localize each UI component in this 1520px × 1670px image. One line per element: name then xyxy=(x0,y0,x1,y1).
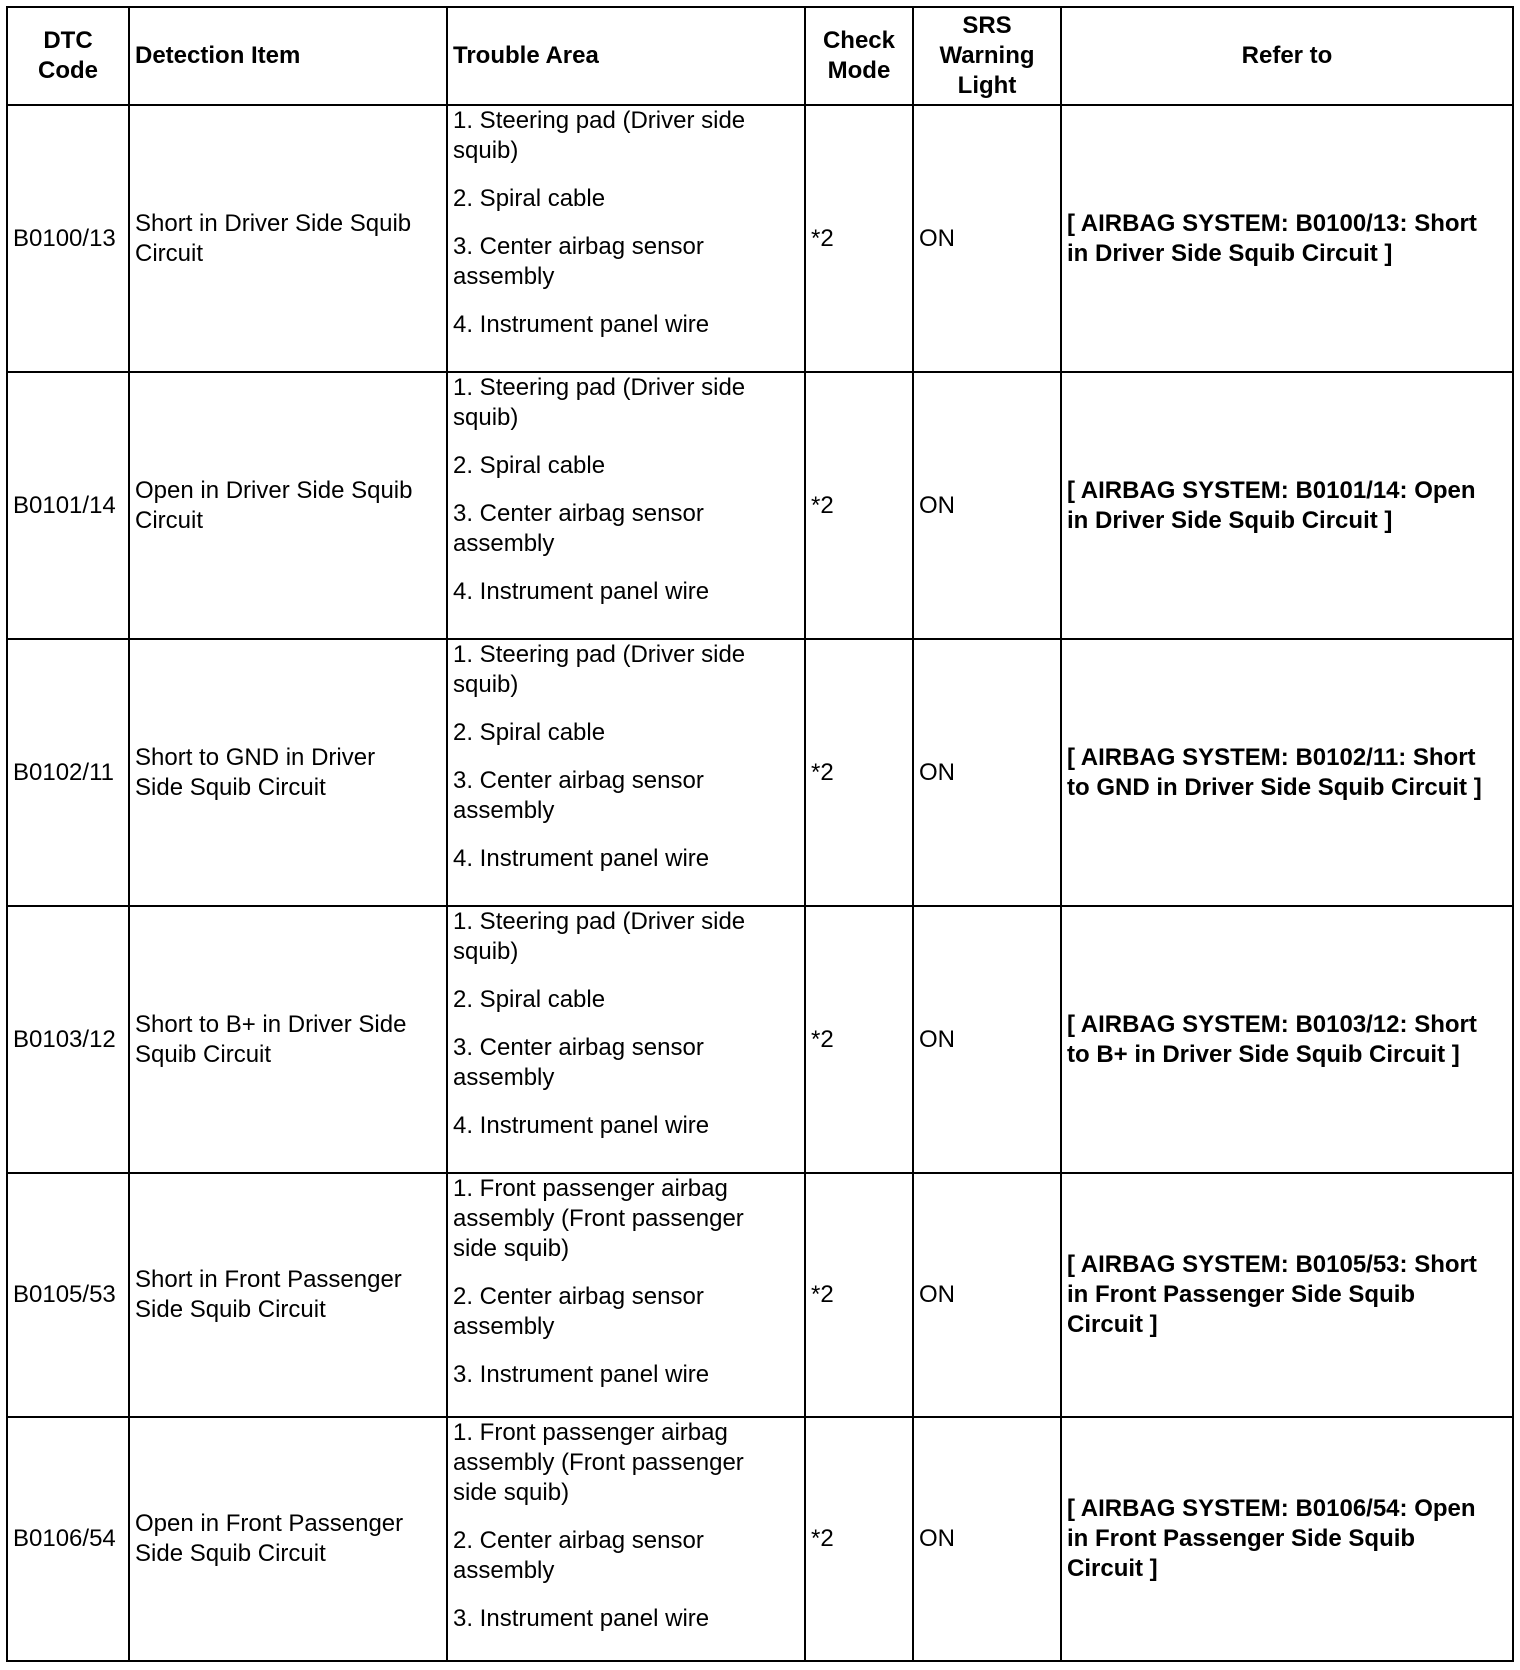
detection-item-cell: Short to GND in Driver Side Squib Circuit xyxy=(129,639,447,906)
srs-light-cell: ON xyxy=(913,1417,1061,1661)
check-mode-cell: *2 xyxy=(805,639,913,906)
trouble-area-item: 1. Steering pad (Driver side squib) xyxy=(453,908,746,966)
trouble-area-item: 1. Front passenger airbag assembly (Front passenger side squib) xyxy=(453,1175,744,1263)
check-mode-cell: *2 xyxy=(805,105,913,372)
dtc-code-cell: B0106/54 xyxy=(7,1417,129,1661)
trouble-area-item: 3. Instrument panel wire xyxy=(453,1605,710,1633)
trouble-area-item: 2. Spiral cable xyxy=(453,452,606,480)
trouble-area-item: 1. Steering pad (Driver side squib) xyxy=(453,641,746,699)
dtc-code-cell: B0100/13 xyxy=(7,105,129,372)
trouble-area-cell xyxy=(447,105,805,372)
header-detection-item: Detection Item xyxy=(129,7,447,105)
table-row xyxy=(7,1173,1513,1417)
trouble-area-item: 4. Instrument panel wire xyxy=(453,1112,710,1140)
trouble-area-item: 2. Spiral cable xyxy=(453,986,606,1014)
trouble-area-item: 1. Steering pad (Driver side squib) xyxy=(453,374,746,432)
srs-light-cell: ON xyxy=(913,105,1061,372)
trouble-area-item: 2. Center airbag sensor assembly xyxy=(453,1283,704,1341)
header-dtc-code: DTC Code xyxy=(7,7,129,105)
detection-item-cell: Short in Driver Side Squib Circuit xyxy=(129,105,447,372)
trouble-area-item: 3. Instrument panel wire xyxy=(453,1361,710,1389)
detection-item-cell: Open in Front Passenger Side Squib Circuit xyxy=(129,1417,447,1661)
trouble-area-cell xyxy=(447,639,805,906)
trouble-area-item: 1. Front passenger airbag assembly (Front passenger side squib) xyxy=(453,1419,744,1507)
table-row xyxy=(7,639,1513,906)
trouble-area-item: 4. Instrument panel wire xyxy=(453,311,710,338)
trouble-area-cell xyxy=(447,906,805,1173)
table-row xyxy=(7,105,1513,372)
trouble-area-item: 3. Center airbag sensor assembly xyxy=(453,500,704,558)
trouble-area-item: 2. Center airbag sensor assembly xyxy=(453,1527,704,1585)
trouble-area-cell xyxy=(447,1417,805,1661)
srs-light-cell: ON xyxy=(913,372,1061,639)
trouble-area-item: 2. Spiral cable xyxy=(453,719,606,747)
refer-to-link[interactable]: [ AIRBAG SYSTEM: B0105/53: Short in Front Passenger Side Squib Circuit ] xyxy=(1061,1173,1513,1417)
refer-to-link[interactable]: [ AIRBAG SYSTEM: B0103/12: Short to B+ in Driver Side Squib Circuit ] xyxy=(1061,906,1513,1173)
check-mode-cell: *2 xyxy=(805,1417,913,1661)
srs-light-cell: ON xyxy=(913,1173,1061,1417)
dtc-code-cell: B0102/11 xyxy=(7,639,129,906)
refer-to-link[interactable]: [ AIRBAG SYSTEM: B0106/54: Open in Front Passenger Side Squib Circuit ] xyxy=(1061,1417,1513,1661)
check-mode-cell: *2 xyxy=(805,1173,913,1417)
refer-to-link[interactable]: [ AIRBAG SYSTEM: B0101/14: Open in Driver Side Squib Circuit ] xyxy=(1061,372,1513,639)
trouble-area-item: 3. Center airbag sensor assembly xyxy=(453,1034,704,1092)
detection-item-cell: Short in Front Passenger Side Squib Circuit xyxy=(129,1173,447,1417)
dtc-code-cell: B0103/12 xyxy=(7,906,129,1173)
refer-to-link[interactable]: [ AIRBAG SYSTEM: B0100/13: Short in Driver Side Squib Circuit ] xyxy=(1061,105,1513,372)
check-mode-cell: *2 xyxy=(805,906,913,1173)
trouble-area-item: 1. Steering pad (Driver side squib) xyxy=(453,107,746,164)
header-check-mode: Check Mode xyxy=(805,7,913,105)
table-row xyxy=(7,906,1513,1173)
dtc-code-cell: B0105/53 xyxy=(7,1173,129,1417)
trouble-area-cell xyxy=(447,1173,805,1417)
header-refer-to: Refer to xyxy=(1061,7,1513,105)
refer-to-link[interactable]: [ AIRBAG SYSTEM: B0102/11: Short to GND in Driver Side Squib Circuit ] xyxy=(1061,639,1513,906)
trouble-area-item: 3. Center airbag sensor assembly xyxy=(453,233,704,290)
table-row xyxy=(7,372,1513,639)
trouble-area-item: 3. Center airbag sensor assembly xyxy=(453,767,704,825)
trouble-area-item: 4. Instrument panel wire xyxy=(453,845,710,873)
srs-light-cell: ON xyxy=(913,639,1061,906)
dtc-table xyxy=(6,6,1514,1662)
table-row xyxy=(7,1417,1513,1661)
detection-item-cell: Short to B+ in Driver Side Squib Circuit xyxy=(129,906,447,1173)
trouble-area-item: 4. Instrument panel wire xyxy=(453,578,710,606)
detection-item-cell: Open in Driver Side Squib Circuit xyxy=(129,372,447,639)
dtc-code-cell: B0101/14 xyxy=(7,372,129,639)
header-srs-warning-light: SRS Warning Light xyxy=(913,7,1061,105)
trouble-area-item: 2. Spiral cable xyxy=(453,185,606,212)
check-mode-cell: *2 xyxy=(805,372,913,639)
header-trouble-area: Trouble Area xyxy=(447,7,805,105)
srs-light-cell: ON xyxy=(913,906,1061,1173)
header-row xyxy=(7,7,1513,105)
trouble-area-cell xyxy=(447,372,805,639)
